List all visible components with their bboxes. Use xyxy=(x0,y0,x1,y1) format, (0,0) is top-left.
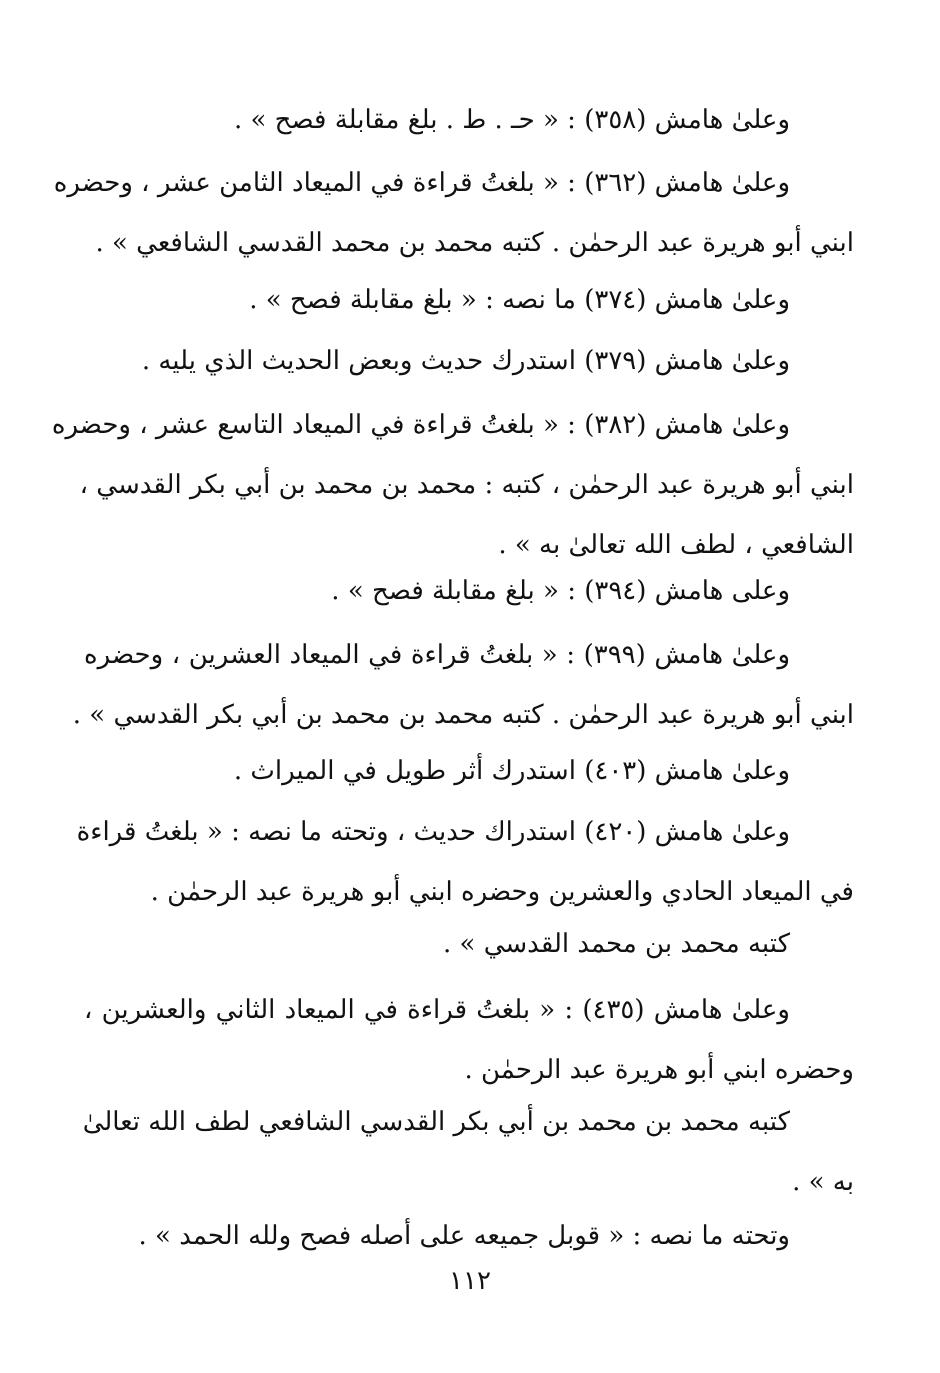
paragraph-margin-358 xyxy=(84,90,854,150)
paragraph-signature-2 xyxy=(84,1092,854,1212)
paragraph-margin-435 xyxy=(84,980,854,1100)
text-line: وعلىٰ هامش (٤٠٣) استدرك أثر طويل في الميراث . xyxy=(233,756,790,786)
paragraph-margin-362 xyxy=(53,153,854,273)
text-line: وعلىٰ هامش (٤٢٠) استدراك حديث ، وتحته ما نصه : « بلغتُ قراءة xyxy=(76,817,790,847)
text-line: ابني أبو هريرة عبد الرحمٰن ، كتبه : محمد بن محمد بن أبي بكر القدسي ، xyxy=(79,470,854,500)
paragraph-closing xyxy=(84,1206,854,1266)
paragraph-margin-403 xyxy=(84,741,854,801)
text-line: به » . xyxy=(792,1167,854,1197)
text-line: وحضره ابني أبو هريرة عبد الرحمٰن . xyxy=(464,1055,854,1085)
text-line: وعلىٰ هامش (٣٩٩) : « بلغتُ قراءة في الميعاد العشرين ، وحضره xyxy=(84,640,790,670)
text-line: وعلى هامش (٣٩٤) : « بلغ مقابلة فصح » . xyxy=(331,576,790,606)
paragraph-margin-420 xyxy=(76,802,854,922)
text-line: وعلىٰ هامش (٣٨٢) : « بلغتُ قراءة في الميعاد التاسع عشر ، وحضره xyxy=(51,410,790,440)
paragraph-margin-399 xyxy=(72,625,854,745)
paragraph-margin-382 xyxy=(51,395,854,575)
paragraph-margin-394 xyxy=(84,561,854,621)
text-line: الشافعي ، لطف الله تعالىٰ به » . xyxy=(498,530,854,560)
text-line: وعلىٰ هامش (٣٦٢) : « بلغتُ قراءة في الميعاد الثامن عشر ، وحضره xyxy=(53,168,790,198)
paragraph-margin-374 xyxy=(84,270,854,330)
text-line: في الميعاد الحادي والعشرين وحضره ابني أبو هريرة عبد الرحمٰن . xyxy=(150,877,854,907)
text-line: ابني أبو هريرة عبد الرحمٰن . كتبه محمد بن محمد بن أبي بكر القدسي » . xyxy=(72,700,854,730)
text-line: كتبه محمد بن محمد القدسي » . xyxy=(443,929,790,959)
text-line: وعلىٰ هامش (٣٧٤) ما نصه : « بلغ مقابلة فصح » . xyxy=(249,285,790,315)
text-line: وعلىٰ هامش (٣٥٨) : « حـ . ط . بلغ مقابلة فصح » . xyxy=(233,105,790,135)
text-line: وعلىٰ هامش (٤٣٥) : « بلغتُ قراءة في الميعاد الثاني والعشرين ، xyxy=(84,995,790,1025)
page-number: ١١٢ xyxy=(449,1266,491,1296)
text-line: ابني أبو هريرة عبد الرحمٰن . كتبه محمد بن محمد القدسي الشافعي » . xyxy=(95,228,854,258)
paragraph-signature-1 xyxy=(84,914,854,974)
paragraph-margin-379 xyxy=(84,331,854,391)
text-line: كتبه محمد بن محمد بن أبي بكر القدسي الشافعي لطف الله تعالىٰ xyxy=(82,1107,790,1137)
text-line: وعلىٰ هامش (٣٧٩) استدرك حديث وبعض الحديث الذي يليه . xyxy=(141,346,790,376)
text-line: وتحته ما نصه : « قوبل جميعه على أصله فصح ولله الحمد » . xyxy=(138,1221,790,1251)
